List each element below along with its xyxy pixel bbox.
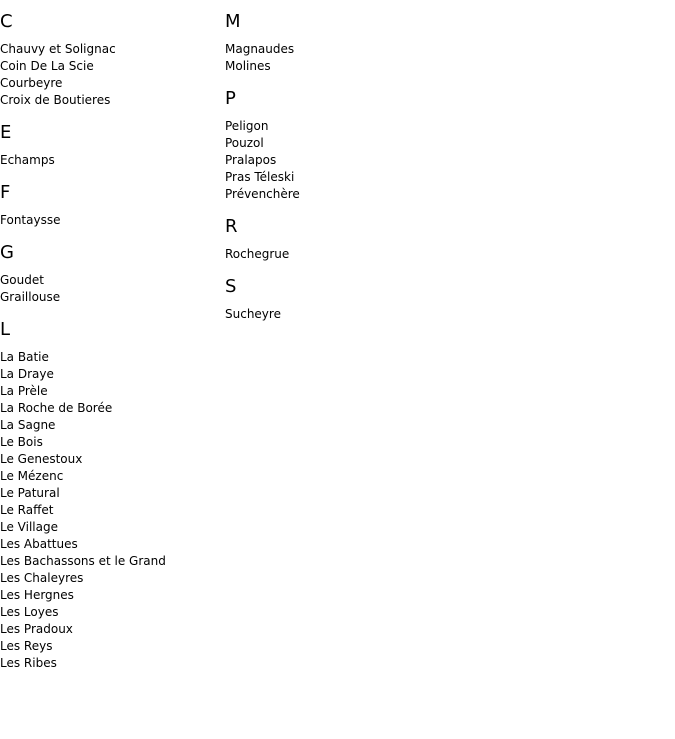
- letter-group-r: [225, 216, 450, 263]
- letter-heading: R: [225, 216, 238, 237]
- entry-list: [225, 306, 450, 323]
- place-link-le-genestoux[interactable]: Le Genestoux: [0, 452, 83, 466]
- place-link-pouzol[interactable]: Pouzol: [225, 136, 264, 150]
- place-link-magnaudes[interactable]: Magnaudes: [225, 42, 295, 56]
- place-link-sucheyre[interactable]: Sucheyre: [225, 307, 281, 321]
- entry-list: [225, 246, 450, 263]
- list-item: [0, 434, 225, 451]
- entry-list: [0, 349, 225, 672]
- list-item: [0, 417, 225, 434]
- list-item: [0, 519, 225, 536]
- place-link-les-chaleyres[interactable]: Les Chaleyres: [0, 571, 84, 585]
- list-item: [225, 58, 450, 75]
- place-link-les-ribes[interactable]: Les Ribes: [0, 656, 57, 670]
- list-item: [0, 485, 225, 502]
- list-item: [0, 604, 225, 621]
- entry-list: [0, 272, 225, 306]
- place-link-peligon[interactable]: Peligon: [225, 119, 269, 133]
- letter-heading: P: [225, 88, 236, 109]
- place-link-fontaysse[interactable]: Fontaysse: [0, 213, 61, 227]
- letter-group-m: [225, 11, 450, 75]
- list-item: [225, 118, 450, 135]
- place-link-prevenchere[interactable]: Prévenchère: [225, 187, 300, 201]
- place-link-le-mezenc[interactable]: Le Mézenc: [0, 469, 64, 483]
- entry-list: [0, 41, 225, 109]
- place-link-la-prele[interactable]: La Prèle: [0, 384, 48, 398]
- place-link-pralapos[interactable]: Pralapos: [225, 153, 277, 167]
- letter-heading: S: [225, 276, 237, 297]
- list-item: [225, 152, 450, 169]
- list-item: [0, 536, 225, 553]
- place-link-molines[interactable]: Molines: [225, 59, 271, 73]
- list-item: [0, 451, 225, 468]
- list-item: [225, 186, 450, 203]
- list-item: [0, 383, 225, 400]
- list-item: [0, 570, 225, 587]
- place-link-le-village[interactable]: Le Village: [0, 520, 58, 534]
- place-link-les-pradoux[interactable]: Les Pradoux: [0, 622, 73, 636]
- letter-group-l: [0, 319, 225, 672]
- letter-heading: L: [0, 319, 11, 340]
- place-link-goudet[interactable]: Goudet: [0, 273, 44, 287]
- place-link-les-reys[interactable]: Les Reys: [0, 639, 53, 653]
- list-item: [0, 349, 225, 366]
- place-link-le-patural[interactable]: Le Patural: [0, 486, 60, 500]
- place-link-le-raffet[interactable]: Le Raffet: [0, 503, 54, 517]
- place-link-le-bois[interactable]: Le Bois: [0, 435, 43, 449]
- letter-heading: M: [225, 11, 241, 32]
- list-item: [0, 58, 225, 75]
- entry-list: [0, 212, 225, 229]
- list-item: [0, 289, 225, 306]
- place-link-chauvy-et-solignac[interactable]: Chauvy et Solignac: [0, 42, 116, 56]
- place-link-les-hergnes[interactable]: Les Hergnes: [0, 588, 74, 602]
- place-link-graillouse[interactable]: Graillouse: [0, 290, 61, 304]
- list-item: [0, 587, 225, 604]
- letter-heading: F: [0, 182, 11, 203]
- letter-heading: E: [0, 122, 12, 143]
- letter-group-g: [0, 242, 225, 306]
- list-item: [0, 41, 225, 58]
- entry-list: [0, 152, 225, 169]
- place-link-les-loyes[interactable]: Les Loyes: [0, 605, 59, 619]
- letter-group-s: [225, 276, 450, 323]
- list-item: [0, 553, 225, 570]
- list-item: [0, 621, 225, 638]
- index-column-right: [225, 0, 450, 336]
- letter-group-c: [0, 11, 225, 109]
- letter-heading: C: [0, 11, 13, 32]
- entry-list: [225, 41, 450, 75]
- letter-heading: G: [0, 242, 14, 263]
- letter-group-p: [225, 88, 450, 203]
- list-item: [0, 75, 225, 92]
- place-link-croix-de-boutieres[interactable]: Croix de Boutieres: [0, 93, 111, 107]
- list-item: [225, 246, 450, 263]
- place-link-la-batie[interactable]: La Batie: [0, 350, 49, 364]
- list-item: [0, 366, 225, 383]
- list-item: [225, 41, 450, 58]
- place-link-pras-teleski[interactable]: Pras Téleski: [225, 170, 295, 184]
- place-link-echamps[interactable]: Echamps: [0, 153, 55, 167]
- list-item: [0, 272, 225, 289]
- list-item: [0, 655, 225, 672]
- list-item: [0, 400, 225, 417]
- list-item: [0, 212, 225, 229]
- entry-list: [225, 118, 450, 203]
- list-item: [225, 169, 450, 186]
- index-column-left: [0, 0, 225, 685]
- place-link-la-sagne[interactable]: La Sagne: [0, 418, 56, 432]
- place-link-courbeyre[interactable]: Courbeyre: [0, 76, 63, 90]
- place-link-les-bachassons-et-le-grand[interactable]: Les Bachassons et le Grand: [0, 554, 166, 568]
- list-item: [0, 638, 225, 655]
- list-item: [0, 92, 225, 109]
- list-item: [225, 306, 450, 323]
- place-link-la-draye[interactable]: La Draye: [0, 367, 54, 381]
- place-link-les-abattues[interactable]: Les Abattues: [0, 537, 78, 551]
- place-link-la-roche-de-boree[interactable]: La Roche de Borée: [0, 401, 113, 415]
- letter-group-e: [0, 122, 225, 169]
- place-link-coin-de-la-scie[interactable]: Coin De La Scie: [0, 59, 94, 73]
- list-item: [225, 135, 450, 152]
- list-item: [0, 468, 225, 485]
- place-link-rochegrue[interactable]: Rochegrue: [225, 247, 290, 261]
- list-item: [0, 152, 225, 169]
- list-item: [0, 502, 225, 519]
- letter-group-f: [0, 182, 225, 229]
